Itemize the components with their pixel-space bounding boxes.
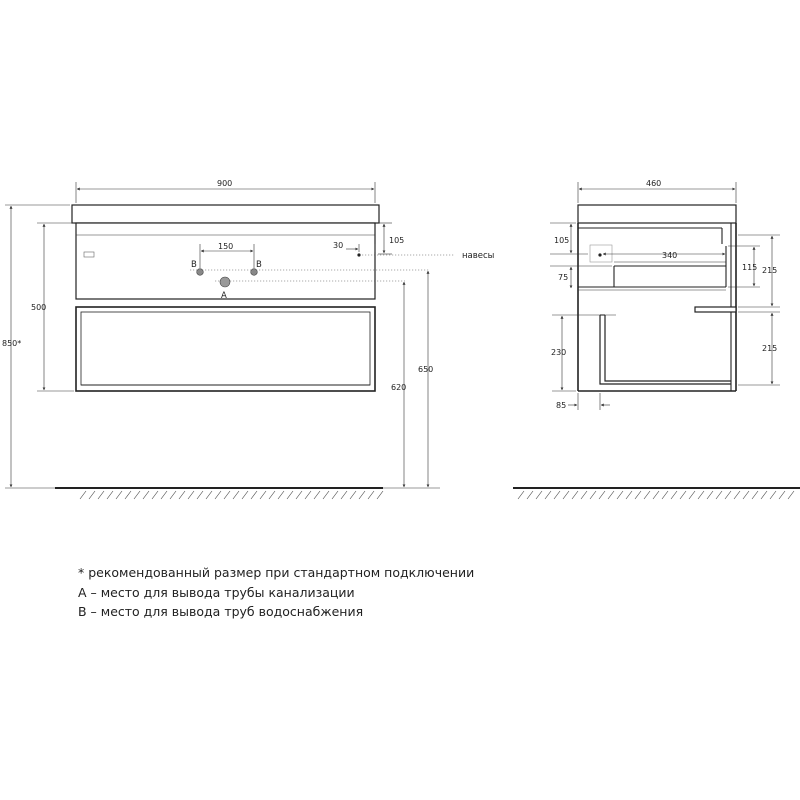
front-hanger-left [84, 252, 94, 257]
hatch-stroke [98, 491, 104, 499]
hatch-stroke [671, 491, 677, 499]
hatch-stroke [197, 491, 203, 499]
side-shelf [695, 307, 736, 312]
hatch-stroke [125, 491, 131, 499]
dim-cutout-height: 230 [551, 348, 567, 357]
hatch-stroke [788, 491, 794, 499]
dim-hanger-top: 105 [389, 236, 405, 245]
hatch-stroke [116, 491, 122, 499]
hatch-stroke [581, 491, 587, 499]
hatch-stroke [143, 491, 149, 499]
hatch-stroke [554, 491, 560, 499]
hatch-stroke [179, 491, 185, 499]
dim-lower-section: 215 [762, 344, 778, 353]
hatch-stroke [689, 491, 695, 499]
hatch-stroke [608, 491, 614, 499]
hatch-stroke [662, 491, 668, 499]
hatch-stroke [734, 491, 740, 499]
side-cutout [600, 315, 731, 384]
side-view [513, 179, 800, 499]
hatch-stroke [377, 491, 383, 499]
dim-drain-outlet-height: 650 [418, 365, 434, 374]
dim-hanger-depth: 340 [662, 251, 678, 260]
hatch-stroke [323, 491, 329, 499]
front-floor-hatch [80, 491, 383, 499]
hatch-stroke [617, 491, 623, 499]
hatch-stroke [698, 491, 704, 499]
hatch-stroke [170, 491, 176, 499]
hatch-stroke [188, 491, 194, 499]
hatch-stroke [626, 491, 632, 499]
dim-body-height: 500 [31, 303, 47, 312]
hatch-stroke [251, 491, 257, 499]
hatch-stroke [779, 491, 785, 499]
hatch-stroke [599, 491, 605, 499]
hatch-stroke [152, 491, 158, 499]
dim-drawer-top: 75 [558, 273, 569, 282]
hatch-stroke [653, 491, 659, 499]
hatch-stroke [680, 491, 686, 499]
hatch-stroke [518, 491, 524, 499]
hatch-stroke [287, 491, 293, 499]
hatch-stroke [563, 491, 569, 499]
drain-outlet-label: A [221, 291, 227, 301]
hatch-stroke [536, 491, 542, 499]
hatch-stroke [269, 491, 275, 499]
front-hanger-mark [357, 253, 360, 256]
hatch-stroke [305, 491, 311, 499]
front-sink-top [72, 205, 379, 223]
dim-water-outlet-height: 620 [391, 383, 407, 392]
hatch-stroke [707, 491, 713, 499]
hatch-stroke [743, 491, 749, 499]
dim-width: 900 [217, 179, 233, 188]
dim-total-height: 850* [2, 339, 22, 348]
dim-upper-section: 215 [762, 266, 778, 275]
drain-outlet [220, 277, 230, 287]
dim-drawer-height: 115 [742, 263, 758, 272]
water-outlet-left [197, 269, 204, 276]
hatch-stroke [296, 491, 302, 499]
hatch-stroke [80, 491, 86, 499]
hatch-stroke [761, 491, 767, 499]
hatch-stroke [716, 491, 722, 499]
hatch-stroke [545, 491, 551, 499]
water-outlet-left-label: B [191, 260, 197, 270]
note-recommended: * рекомендованный размер при стандартном подключении [78, 565, 475, 580]
hatch-stroke [215, 491, 221, 499]
notes [78, 563, 474, 622]
hatch-stroke [635, 491, 641, 499]
hatch-stroke [242, 491, 248, 499]
dim-depth: 460 [646, 179, 662, 188]
hatch-stroke [134, 491, 140, 499]
side-hanger [590, 245, 612, 262]
side-sink-top [578, 205, 736, 223]
hanger-label: навесы [462, 251, 495, 261]
hatch-stroke [314, 491, 320, 499]
hatch-stroke [644, 491, 650, 499]
dim-pipe-spacing: 150 [218, 242, 234, 251]
hatch-stroke [89, 491, 95, 499]
hatch-stroke [572, 491, 578, 499]
hatch-stroke [233, 491, 239, 499]
hatch-stroke [107, 491, 113, 499]
hatch-stroke [260, 491, 266, 499]
hatch-stroke [278, 491, 284, 499]
hatch-stroke [527, 491, 533, 499]
water-outlet-right-label: B [256, 260, 262, 270]
hatch-stroke [725, 491, 731, 499]
front-open-shelf [76, 307, 375, 391]
note-water: В – место для вывода труб водоснабжения [78, 604, 364, 619]
front-view [2, 179, 494, 499]
hatch-stroke [359, 491, 365, 499]
side-floor-hatch [518, 491, 794, 499]
front-upper-drawer [76, 223, 375, 299]
hatch-stroke [161, 491, 167, 499]
hatch-stroke [590, 491, 596, 499]
hatch-stroke [224, 491, 230, 499]
dim-cutout-width: 85 [556, 401, 567, 410]
dim-side-hanger-top: 105 [554, 236, 570, 245]
hatch-stroke [332, 491, 338, 499]
note-drain: А – место для вывода трубы канализации [78, 584, 355, 600]
hatch-stroke [341, 491, 347, 499]
hatch-stroke [206, 491, 212, 499]
hatch-stroke [350, 491, 356, 499]
hatch-stroke [368, 491, 374, 499]
dim-hanger-offset: 30 [333, 241, 344, 250]
hatch-stroke [770, 491, 776, 499]
hatch-stroke [752, 491, 758, 499]
